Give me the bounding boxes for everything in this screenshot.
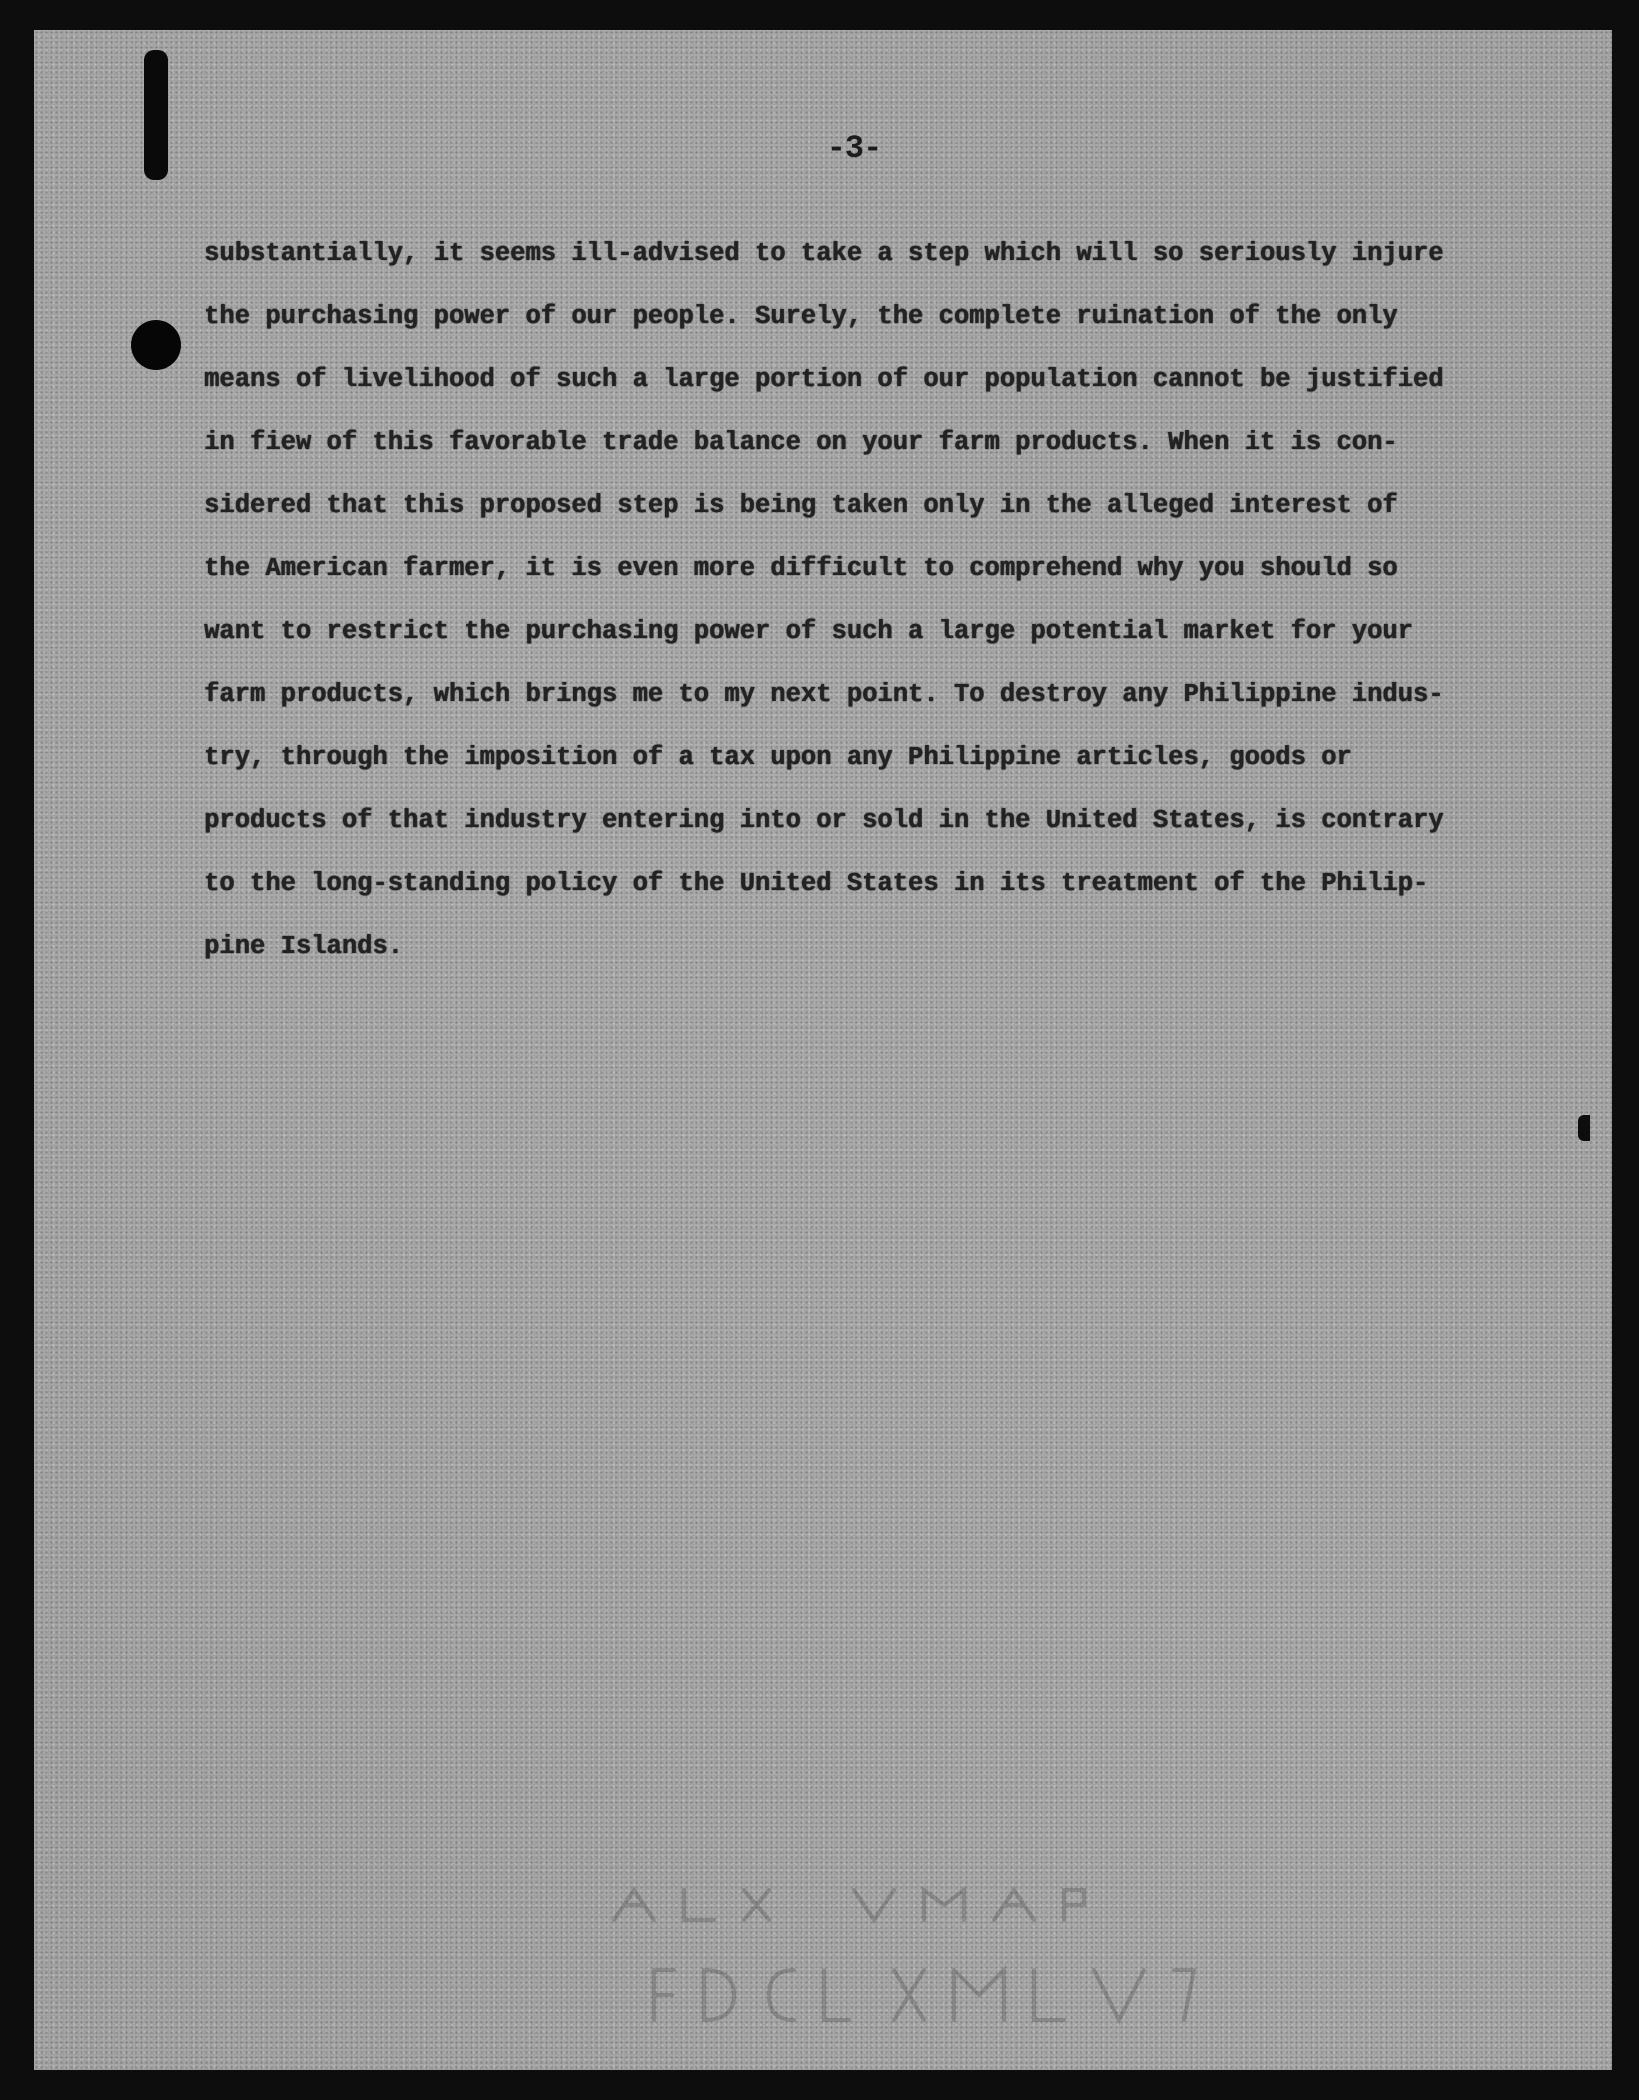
text-line: want to restrict the purchasing power of such a large potential market for your <box>204 617 1413 646</box>
text-line: the American farmer, it is even more difficult to comprehend why you should so <box>204 554 1398 583</box>
text-line: in fiew of this favorable trade balance on your farm products. When it is con- <box>204 428 1398 457</box>
text-line: farm products, which brings me to my next point. To destroy any Philippine indus- <box>204 680 1444 709</box>
punch-hole <box>131 320 181 370</box>
page-number: -3- <box>826 130 882 167</box>
edge-notch <box>1578 1115 1590 1141</box>
text-line: the purchasing power of our people. Surely, the complete ruination of the only <box>204 302 1398 331</box>
text-line: substantially, it seems ill-advised to take a step which will so seriously injure <box>204 239 1444 268</box>
text-line: to the long-standing policy of the United States in its treatment of the Philip- <box>204 869 1429 898</box>
faded-stamp <box>594 1880 1294 2040</box>
text-line: means of livelihood of such a large portion of our population cannot be justified <box>204 365 1444 394</box>
binder-clip <box>144 50 168 180</box>
text-line: try, through the imposition of a tax upon any Philippine articles, goods or <box>204 743 1352 772</box>
text-line: sidered that this proposed step is being taken only in the alleged interest of <box>204 491 1398 520</box>
body-text <box>204 222 1504 978</box>
document-page <box>34 30 1612 2070</box>
text-line: products of that industry entering into or sold in the United States, is contrary <box>204 806 1444 835</box>
text-line: pine Islands. <box>204 932 403 961</box>
